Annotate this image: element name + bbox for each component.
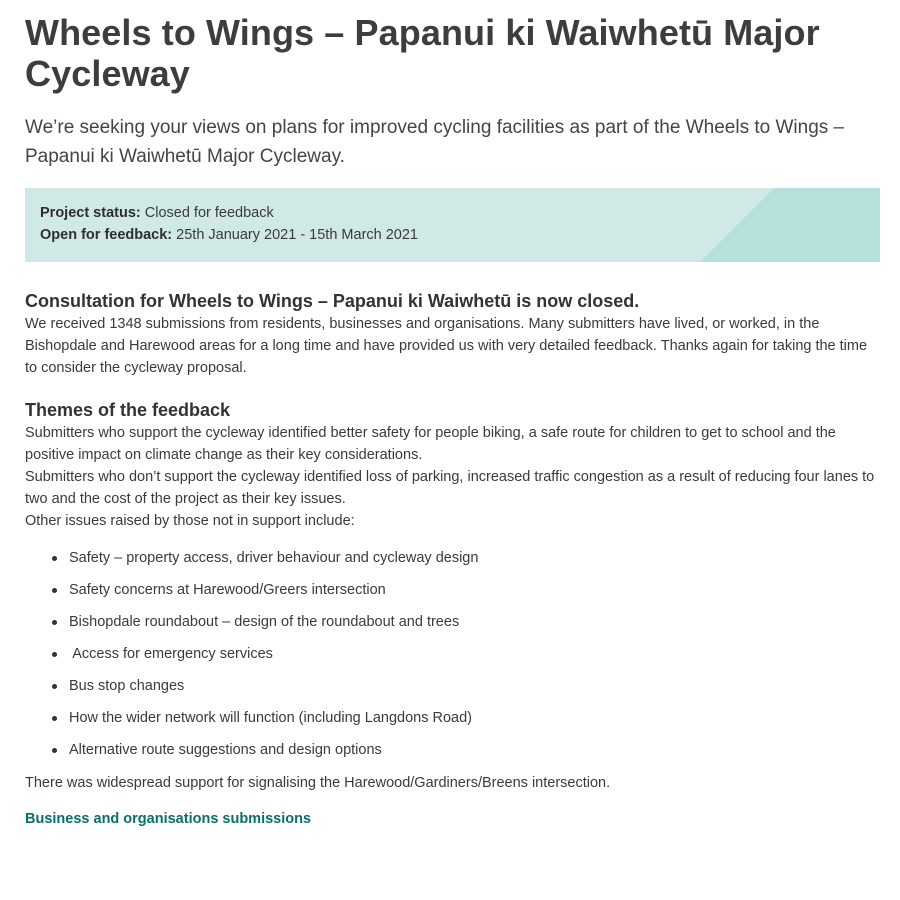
list-item (25, 740, 880, 772)
page-title: Wheels to Wings – Papanui ki Waiwhetū Major Cycleway (25, 12, 820, 94)
list-item-text: How the wider network will function (including Langdons Road) (69, 710, 472, 726)
project-status-line (40, 202, 865, 224)
consultation-closed-heading: Consultation for Wheels to Wings – Papanui ki Waiwhetū is now closed. (25, 291, 640, 311)
list-item-text: Safety concerns at Harewood/Greers intersection (69, 582, 386, 598)
bullet-icon (52, 620, 57, 625)
bullet-icon (52, 748, 57, 753)
support-paragraph: Submitters who support the cycleway identified better safety for people biking, a safe route for children to get to school and the positive impact on climate change as their key considerations. (25, 425, 836, 463)
list-item-text: Safety – property access, driver behaviour and cycleway design (69, 550, 479, 566)
oppose-paragraph: Submitters who don’t support the cycleway identified loss of parking, increased traffic congestion as a result of reducing four lanes to two and the cost of the project as their key issues. (25, 469, 875, 507)
project-status-value: Closed for feedback (144, 205, 274, 221)
other-issues-intro: Other issues raised by those not in support include: (25, 513, 355, 529)
list-item (25, 580, 880, 612)
project-status-box (25, 188, 880, 262)
list-item (25, 676, 880, 708)
feedback-dates-line (40, 224, 865, 246)
list-item (25, 612, 880, 644)
bullet-icon (52, 716, 57, 721)
list-item-text: Access for emergency services (69, 646, 273, 662)
bullet-icon (52, 588, 57, 593)
issues-list (25, 548, 880, 772)
signalising-paragraph: There was widespread support for signalising the Harewood/Gardiners/Breens intersection. (25, 775, 611, 791)
bullet-icon (52, 652, 57, 657)
bullet-icon (52, 684, 57, 689)
bullet-icon (52, 556, 57, 561)
business-submissions-link[interactable]: Business and organisations submissions (25, 811, 312, 827)
feedback-dates-value: 25th January 2021 - 15th March 2021 (176, 227, 418, 243)
list-item (25, 708, 880, 740)
list-item (25, 548, 880, 580)
list-item-text: Bus stop changes (69, 678, 185, 694)
project-status-label: Project status: (40, 205, 141, 221)
page-intro: We’re seeking your views on plans for improved cycling facilities as part of the Wheels to Wings – Papanui ki Waiwhetū Major Cycleway. (25, 117, 845, 167)
submissions-paragraph: We received 1348 submissions from residents, businesses and organisations. Many submitters have lived, or worked, in the Bishopdale and Harewood areas for a long time and have provided us with very detailed feedback. Thanks again for taking the time to consider the cycleway proposal. (25, 316, 868, 376)
feedback-dates-label: Open for feedback: (40, 227, 173, 243)
list-item-text: Alternative route suggestions and design options (69, 742, 382, 758)
list-item-text: Bishopdale roundabout – design of the roundabout and trees (69, 614, 460, 630)
list-item (25, 644, 880, 676)
themes-heading: Themes of the feedback (25, 400, 231, 420)
